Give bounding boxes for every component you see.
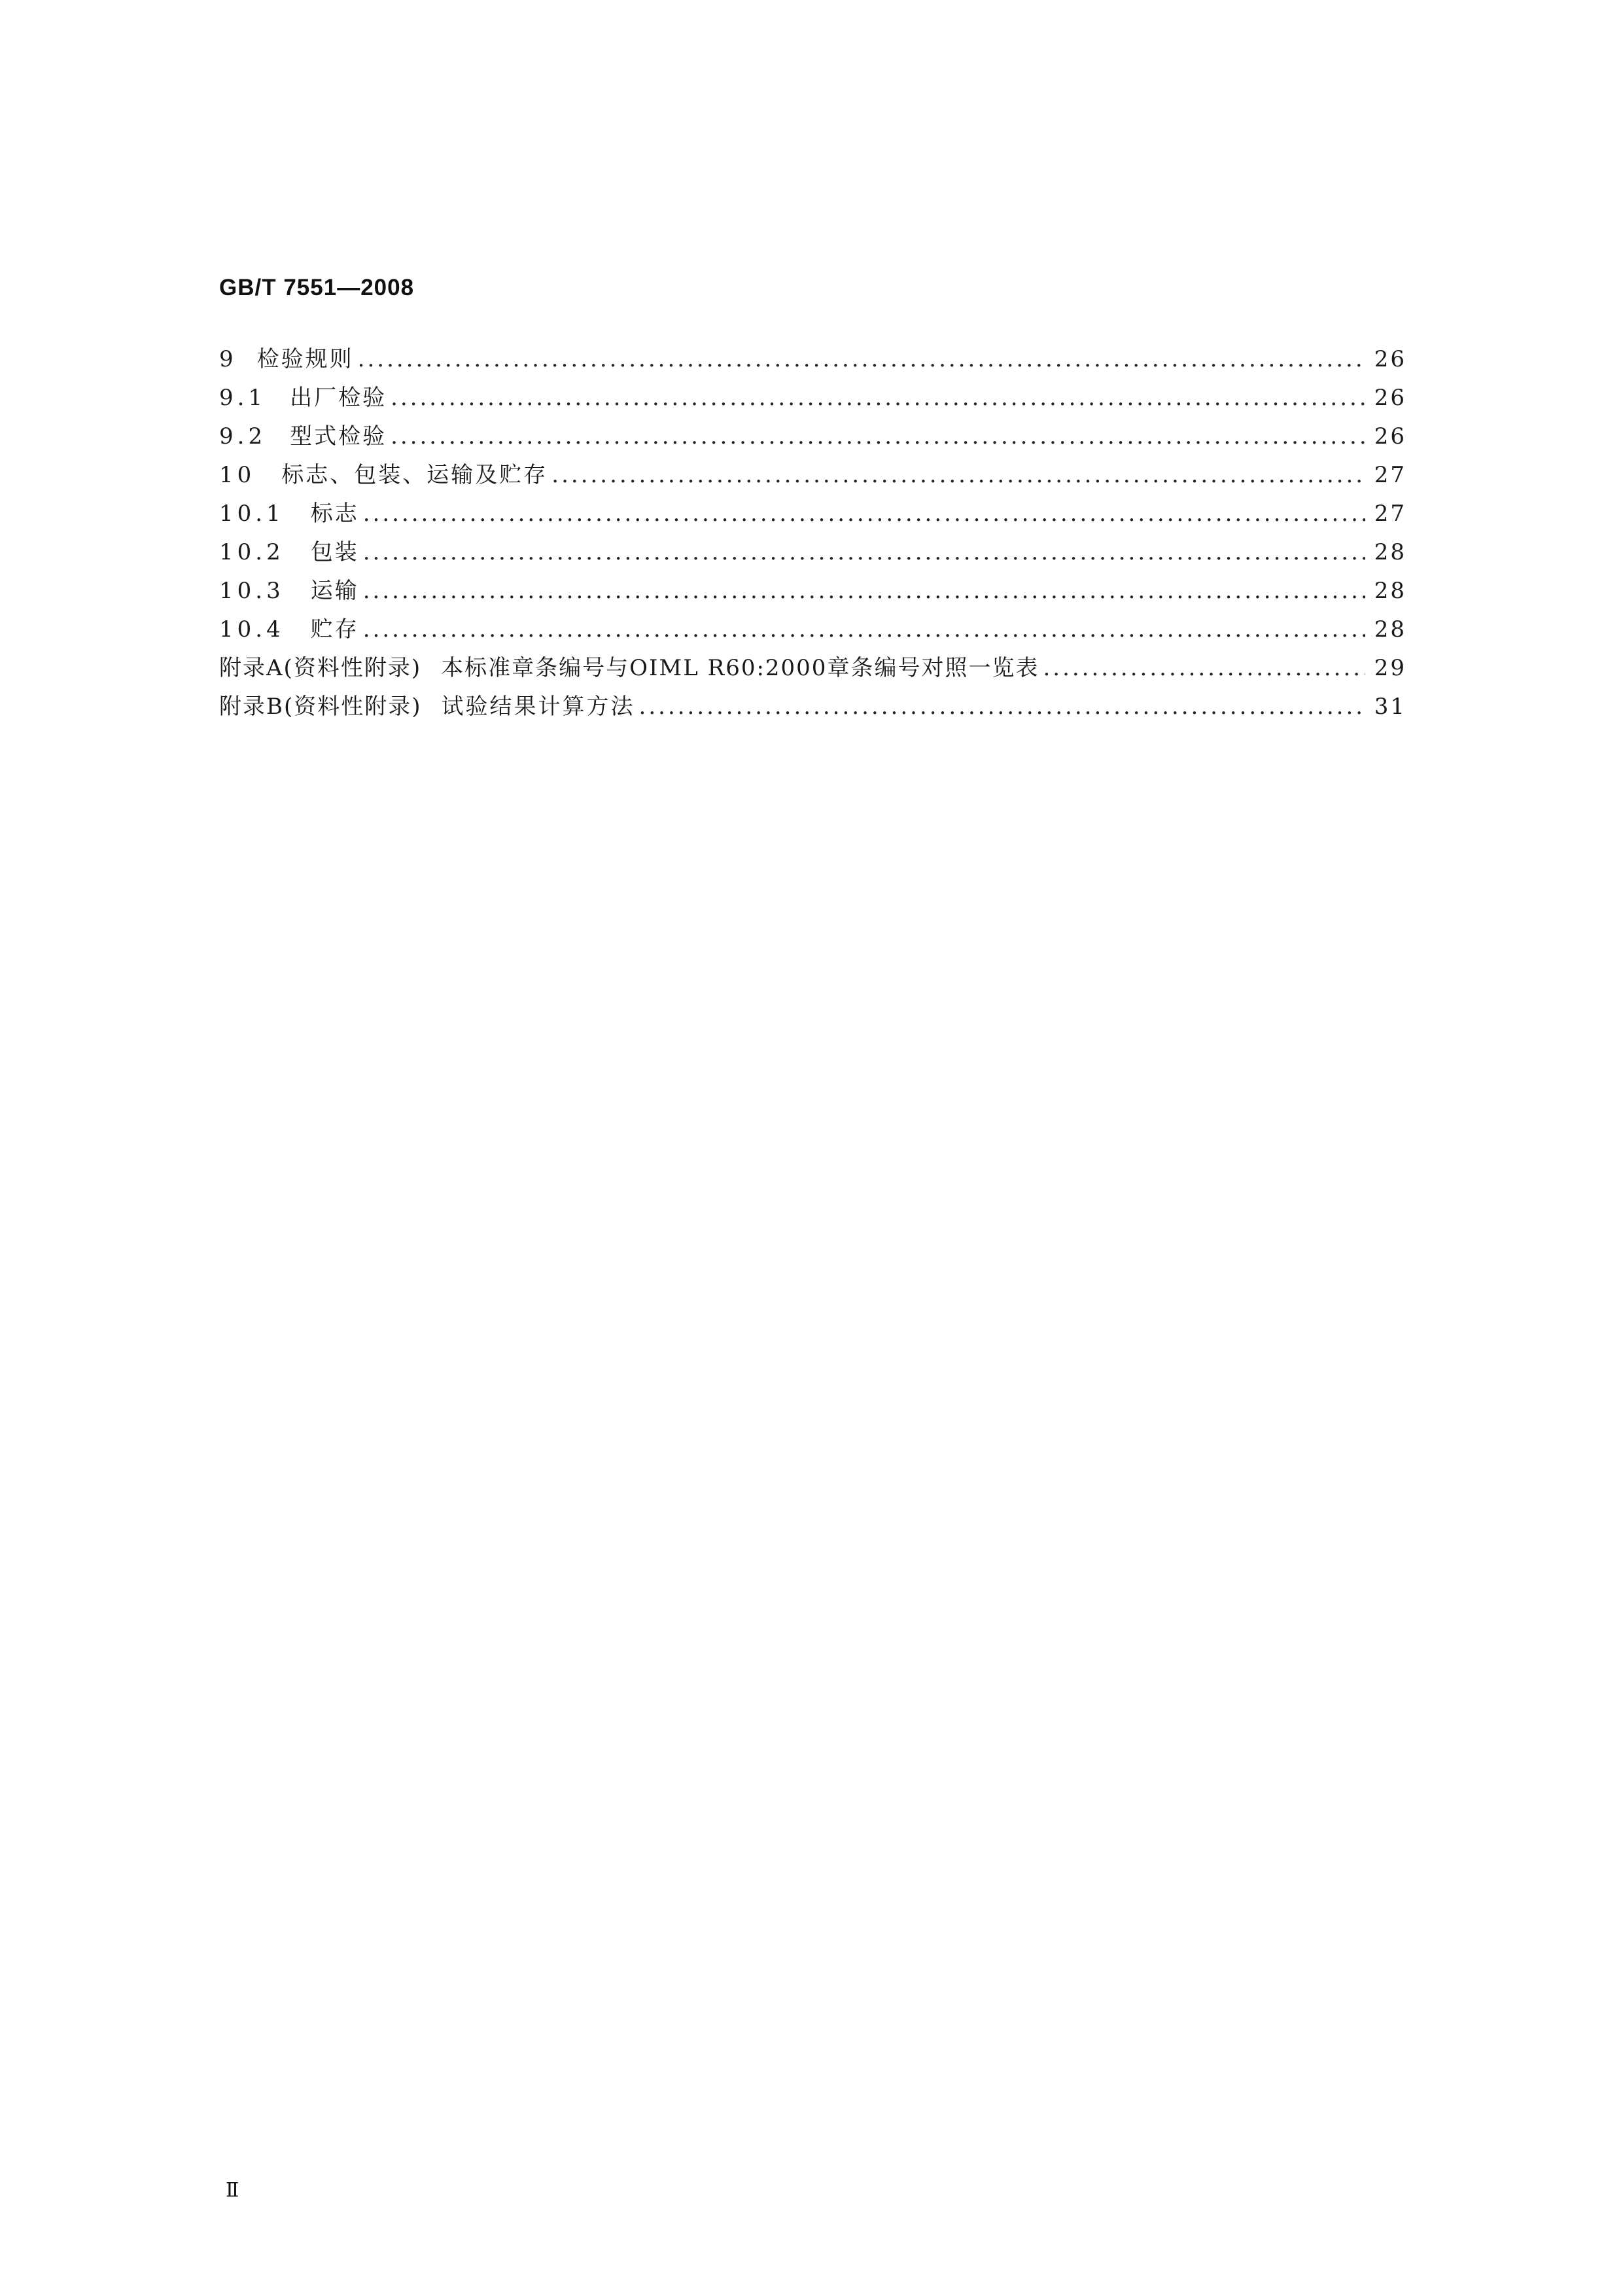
toc-entry-page: 29: [1374, 655, 1406, 681]
toc-entry-page: 26: [1374, 385, 1406, 411]
toc-entry-number: 10.2: [219, 539, 285, 565]
toc-entry-number: 10.4: [219, 616, 285, 643]
toc-entry-title: 标志、包装、运输及贮存: [281, 462, 548, 488]
toc-entry-page: 31: [1374, 694, 1406, 720]
toc-entry[interactable]: [219, 610, 1406, 649]
toc-entry-appendix[interactable]: [219, 649, 1406, 688]
page-number: Ⅱ: [226, 2179, 239, 2202]
toc-entry[interactable]: [219, 340, 1406, 379]
toc-appendix-label: 附录B(资料性附录): [219, 694, 422, 720]
toc-entry-title: 本标准章条编号与OIML R60:2000章条编号对照一览表: [441, 655, 1039, 681]
toc-entry-page: 26: [1374, 423, 1406, 450]
toc-dot-leader: [391, 417, 1365, 456]
toc-entry-title: 运输: [310, 578, 359, 604]
toc-dot-leader: [551, 456, 1365, 495]
toc-entry-page: 28: [1374, 616, 1406, 643]
toc-dot-leader: [363, 533, 1365, 572]
toc-entry-number: 10.3: [219, 578, 285, 604]
table-of-contents: [219, 340, 1406, 726]
toc-entry-page: 27: [1374, 462, 1406, 488]
toc-entry-title: 包装: [310, 539, 359, 565]
toc-entry-title: 出厂检验: [290, 385, 387, 411]
toc-dot-leader: [358, 340, 1365, 379]
toc-entry-page: 27: [1374, 501, 1406, 527]
toc-entry[interactable]: [219, 495, 1406, 533]
toc-entry-title: 贮存: [310, 616, 359, 643]
toc-entry-number: 9: [219, 346, 237, 372]
toc-dot-leader: [363, 572, 1365, 610]
toc-dot-leader: [1043, 649, 1365, 688]
toc-entry[interactable]: [219, 456, 1406, 495]
toc-entry-number: 10.1: [219, 501, 285, 527]
standard-code-header: GB/T 7551—2008: [219, 275, 415, 300]
toc-entry-title: 试验结果计算方法: [441, 694, 635, 720]
toc-entry-appendix[interactable]: [219, 688, 1406, 726]
toc-dot-leader: [363, 610, 1365, 649]
toc-entry[interactable]: [219, 533, 1406, 572]
toc-entry[interactable]: [219, 572, 1406, 610]
toc-entry-title: 检验规则: [256, 346, 354, 372]
toc-entry-page: 26: [1374, 346, 1406, 372]
toc-dot-leader: [639, 688, 1365, 726]
toc-entry-page: 28: [1374, 578, 1406, 604]
toc-dot-leader: [391, 379, 1365, 417]
toc-entry-number: 9.2: [219, 423, 267, 450]
toc-entry-title: 标志: [310, 501, 359, 527]
toc-entry-title: 型式检验: [290, 423, 387, 450]
toc-entry-page: 28: [1374, 539, 1406, 565]
toc-entry[interactable]: [219, 417, 1406, 456]
toc-dot-leader: [363, 495, 1365, 533]
toc-entry[interactable]: [219, 379, 1406, 417]
toc-entry-number: 10: [219, 462, 256, 488]
toc-appendix-label: 附录A(资料性附录): [219, 655, 422, 681]
toc-entry-number: 9.1: [219, 385, 267, 411]
